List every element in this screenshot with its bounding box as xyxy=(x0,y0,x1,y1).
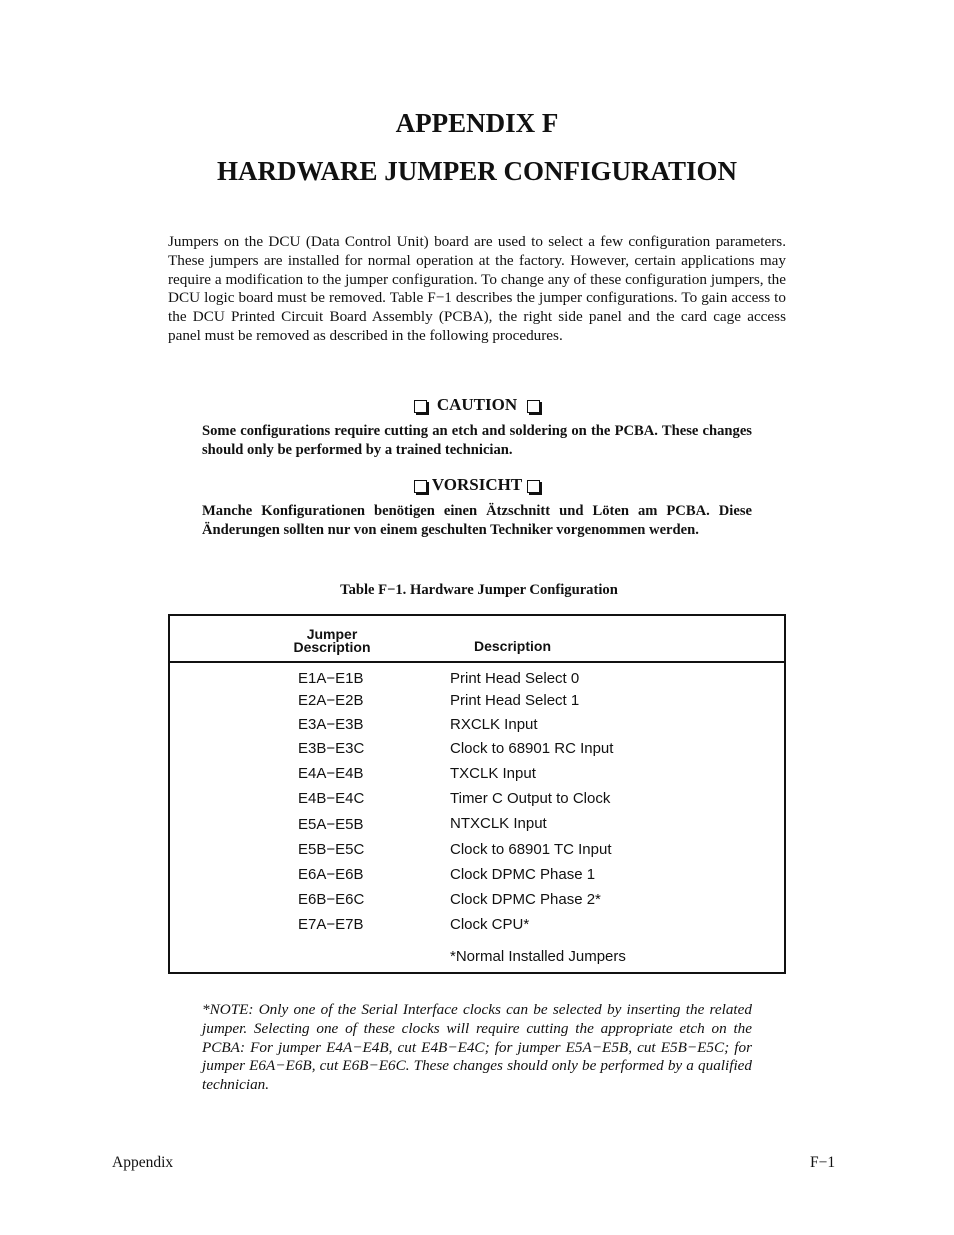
table-cell-jumper: E4A−E4B xyxy=(298,765,364,782)
vorsicht-heading xyxy=(0,475,954,495)
table-cell-jumper: E1A−E1B xyxy=(298,670,364,687)
column-header-jumper xyxy=(287,628,377,654)
appendix-title: APPENDIX F xyxy=(395,108,559,138)
table-cell-jumper: E3A−E3B xyxy=(298,716,364,733)
header-divider xyxy=(170,661,784,663)
intro-paragraph: Jumpers on the DCU (Data Control Unit) board are used to select a few configuration parameters. These jumpers are installed for normal operation at the factory. However, certain applications may require a modification to the jumper configuration. To change any of these configuration jumpers, the DCU logic board must be removed. Table F−1 describes the jumper configurations. To gain access to the DCU Printed Circuit Board Assembly (PCBA), the right side panel and the card cage access panel must be removed as described in the following procedures. xyxy=(168,233,786,344)
table-cell-description: TXCLK Input xyxy=(450,765,536,782)
table-cell-jumper: E5A−E5B xyxy=(298,816,364,833)
page-number: F−1 xyxy=(810,1154,836,1171)
checkbox-icon xyxy=(414,400,427,413)
note-paragraph: *NOTE: Only one of the Serial Interface clocks can be selected by inserting the related jumper. Selecting one of these clocks will require cutting the appropriate etch on the PCBA: For jumper E4A−E4B, cut E4B−E4C; for jumper E5A−E5B, cut E5B−E5C; for jumper E6A−E6B, cut E6B−E6C. These changes should only be performed by a qualified technician. xyxy=(202,1001,752,1094)
table-cell-description: NTXCLK Input xyxy=(450,815,547,832)
table-cell-jumper: E4B−E4C xyxy=(298,790,365,807)
vorsicht-heading-label: VORSICHT xyxy=(431,475,523,494)
table-cell-description: Clock CPU* xyxy=(450,916,530,933)
checkbox-icon xyxy=(527,400,540,413)
table-cell-jumper: E2A−E2B xyxy=(298,692,364,709)
table-cell-description: Print Head Select 1 xyxy=(450,692,580,709)
caution-text: Some configurations require cutting an etch and soldering on the PCBA. These changes should only be performed by a trained technician. xyxy=(202,423,752,458)
caution-heading xyxy=(0,395,954,415)
table-cell-description: Clock to 68901 TC Input xyxy=(450,841,612,858)
table-cell-jumper: E3B−E3C xyxy=(298,740,365,757)
table-footnote: *Normal Installed Jumpers xyxy=(450,948,626,965)
table-cell-description: Clock DPMC Phase 1 xyxy=(450,866,596,883)
table-cell-jumper: E6B−E6C xyxy=(298,891,365,908)
table-cell-description: Timer C Output to Clock xyxy=(450,790,611,807)
table-cell-description: Print Head Select 0 xyxy=(450,670,580,687)
section-title: HARDWARE JUMPER CONFIGURATION xyxy=(216,156,737,186)
table-cell-description: RXCLK Input xyxy=(450,716,538,733)
checkbox-icon xyxy=(414,480,427,493)
table-cell-jumper: E6A−E6B xyxy=(298,866,364,883)
column-header-jumper-line1: Jumper xyxy=(306,626,358,642)
table-caption: Table F−1. Hardware Jumper Configuration xyxy=(340,582,618,598)
jumper-table xyxy=(168,614,786,974)
table-cell-description: Clock to 68901 RC Input xyxy=(450,740,614,757)
caution-heading-label: CAUTION xyxy=(436,395,518,414)
checkbox-icon xyxy=(527,480,540,493)
footer-section-label: Appendix xyxy=(112,1154,174,1171)
table-cell-description: Clock DPMC Phase 2* xyxy=(450,891,601,908)
column-header-description: Description xyxy=(474,638,552,654)
table-cell-jumper: E7A−E7B xyxy=(298,916,364,933)
column-header-jumper-line2: Description xyxy=(293,639,371,655)
table-cell-jumper: E5B−E5C xyxy=(298,841,365,858)
vorsicht-text: Manche Konfigurationen benötigen einen Ätzschnitt und Löten am PCBA. Diese Änderungen sollten nur von einem geschulten Techniker vorgenommen werden. xyxy=(202,503,752,538)
